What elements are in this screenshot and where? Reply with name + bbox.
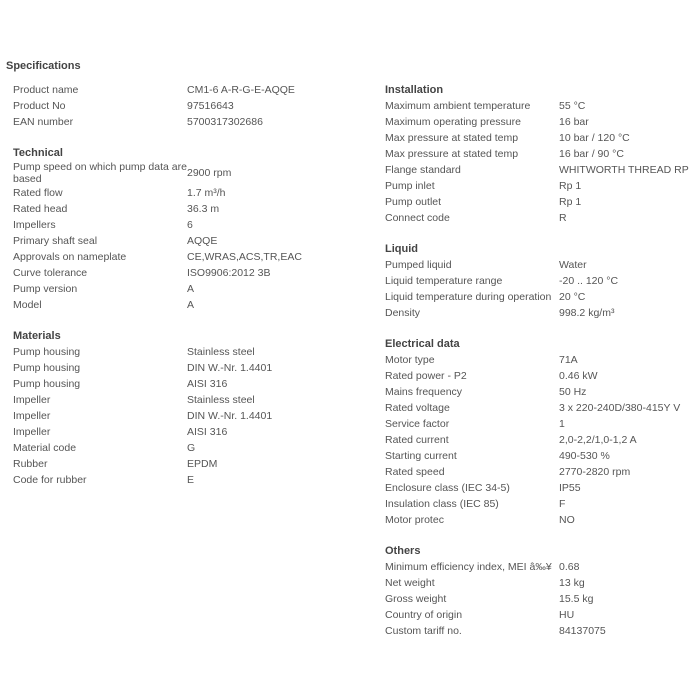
spec-label: Motor protec (385, 514, 444, 526)
spec-label: Liquid temperature during operation (385, 291, 552, 303)
section-electrical (385, 336, 695, 528)
spec-label: Pump version (13, 283, 78, 295)
spec-label: Minimum efficiency index, MEI â‰¥ (385, 561, 552, 573)
spec-row (385, 480, 695, 496)
spec-value: Rp 1 (559, 196, 582, 208)
spec-row (13, 392, 375, 408)
spec-value: Water (559, 259, 587, 271)
spec-label: Rated head (13, 203, 68, 215)
spec-label: Product name (13, 84, 79, 96)
spec-row (13, 456, 375, 472)
spec-label: Material code (13, 442, 77, 454)
spec-row (385, 273, 695, 289)
spec-label: Max pressure at stated temp (385, 132, 519, 144)
spec-value: CE,WRAS,ACS,TR,EAC (187, 251, 302, 263)
spec-row (385, 210, 695, 226)
spec-value: R (559, 212, 567, 224)
spec-label: Connect code (385, 212, 450, 224)
spec-row (13, 185, 375, 201)
spec-label: Country of origin (385, 609, 463, 621)
spec-value: DIN W.-Nr. 1.4401 (187, 410, 273, 422)
spec-label: Pump housing (13, 378, 81, 390)
spec-label: Impeller (13, 394, 51, 406)
spec-value: 71A (559, 354, 578, 366)
spec-value: EPDM (187, 458, 218, 470)
spec-value: 10 bar / 120 °C (559, 132, 630, 144)
spec-value: AQQE (187, 235, 218, 247)
spec-label: Starting current (385, 450, 457, 462)
spec-row (13, 408, 375, 424)
spec-label: Primary shaft seal (13, 235, 98, 247)
spec-value: 2770-2820 rpm (559, 466, 631, 478)
spec-value: 6 (187, 219, 193, 231)
spec-row (385, 464, 695, 480)
spec-label: Rated power - P2 (385, 370, 467, 382)
spec-row (13, 82, 375, 98)
spec-label: Approvals on nameplate (13, 251, 127, 263)
spec-row (385, 305, 695, 321)
spec-row (13, 98, 375, 114)
section-title-materials: Materials (13, 330, 61, 342)
spec-value: Stainless steel (187, 394, 255, 406)
spec-value: AISI 316 (187, 378, 228, 390)
spec-row (385, 146, 695, 162)
spec-label: Motor type (385, 354, 435, 366)
spec-row (385, 448, 695, 464)
spec-row (385, 416, 695, 432)
spec-value: 55 °C (559, 100, 586, 112)
spec-label: Impellers (13, 219, 56, 231)
spec-row (13, 249, 375, 265)
spec-row (13, 360, 375, 376)
spec-value: NO (559, 514, 575, 526)
spec-row (385, 352, 695, 368)
spec-value: -20 .. 120 °C (559, 275, 619, 287)
spec-label: Maximum ambient temperature (385, 100, 531, 112)
spec-value: 13 kg (559, 577, 585, 589)
spec-value: Stainless steel (187, 346, 255, 358)
spec-row (385, 384, 695, 400)
spec-value: 0.68 (559, 561, 580, 573)
spec-row (385, 114, 695, 130)
spec-value: 0.46 kW (559, 370, 598, 382)
section-title-technical: Technical (13, 147, 63, 159)
spec-row (13, 161, 375, 185)
spec-row (385, 496, 695, 512)
spec-label: Code for rubber (13, 474, 87, 486)
spec-value: G (187, 442, 196, 454)
spec-value: AISI 316 (187, 426, 228, 438)
spec-value: 36.3 m (187, 203, 220, 215)
spec-value: 1.7 m³/h (187, 187, 226, 199)
spec-value: DIN W.-Nr. 1.4401 (187, 362, 273, 374)
right-column (385, 82, 695, 654)
section-general (13, 82, 375, 130)
spec-value: 84137075 (559, 625, 606, 637)
spec-value: 5700317302686 (187, 116, 263, 128)
spec-row (13, 472, 375, 488)
spec-label: Max pressure at stated temp (385, 148, 519, 160)
page-title: Specifications (6, 60, 81, 72)
spec-label: EAN number (13, 116, 74, 128)
spec-row (385, 512, 695, 528)
spec-label: Flange standard (385, 164, 461, 176)
spec-row (13, 376, 375, 392)
spec-value: 490-530 % (559, 450, 610, 462)
spec-row (13, 217, 375, 233)
spec-label: Rated current (385, 434, 449, 446)
section-title-liquid: Liquid (385, 243, 418, 255)
spec-value: ISO9906:2012 3B (187, 267, 271, 279)
spec-label: Liquid temperature range (385, 275, 503, 287)
spec-row (385, 178, 695, 194)
spec-value: CM1-6 A-R-G-E-AQQE (187, 84, 295, 96)
spec-row (385, 559, 695, 575)
spec-value: E (187, 474, 195, 486)
spec-value: HU (559, 609, 575, 621)
spec-label: Custom tariff no. (385, 625, 462, 637)
spec-value: 1 (559, 418, 565, 430)
spec-label: Rated speed (385, 466, 445, 478)
spec-value: 3 x 220-240D/380-415Y V (559, 402, 681, 414)
spec-row (385, 575, 695, 591)
spec-value: 2900 rpm (187, 167, 232, 179)
spec-row (13, 114, 375, 130)
section-installation (385, 82, 695, 226)
spec-label: Model (13, 299, 42, 311)
section-others (385, 543, 695, 639)
spec-label: Pump speed on which pump data are based (13, 161, 187, 185)
spec-row (385, 623, 695, 639)
spec-row (13, 297, 375, 313)
left-column (13, 82, 375, 503)
spec-value: 97516643 (187, 100, 234, 112)
spec-value: IP55 (559, 482, 581, 494)
spec-row (13, 281, 375, 297)
spec-value: 15.5 kg (559, 593, 594, 605)
spec-row (385, 432, 695, 448)
spec-value: A (187, 283, 195, 295)
spec-label: Pump housing (13, 346, 81, 358)
spec-row (13, 440, 375, 456)
spec-value: 20 °C (559, 291, 586, 303)
spec-label: Service factor (385, 418, 450, 430)
spec-row (385, 257, 695, 273)
spec-row (385, 607, 695, 623)
spec-value: A (187, 299, 195, 311)
spec-row (385, 194, 695, 210)
spec-label: Pump outlet (385, 196, 442, 208)
spec-row (385, 162, 695, 178)
spec-value: 998.2 kg/m³ (559, 307, 615, 319)
spec-label: Gross weight (385, 593, 447, 605)
spec-label: Curve tolerance (13, 267, 88, 279)
spec-value: 16 bar (559, 116, 589, 128)
section-title-electrical: Electrical data (385, 338, 460, 350)
spec-value: WHITWORTH THREAD RP (559, 164, 689, 176)
spec-value: 50 Hz (559, 386, 587, 398)
section-title-others: Others (385, 545, 421, 557)
spec-label: Pump inlet (385, 180, 435, 192)
spec-label: Maximum operating pressure (385, 116, 521, 128)
spec-label: Mains frequency (385, 386, 463, 398)
spec-label: Rated voltage (385, 402, 450, 414)
spec-row (385, 289, 695, 305)
spec-label: Rated flow (13, 187, 63, 199)
spec-value: 2,0-2,2/1,0-1,2 A (559, 434, 637, 446)
spec-row (13, 344, 375, 360)
spec-row (13, 201, 375, 217)
spec-row (13, 424, 375, 440)
spec-label: Impeller (13, 410, 51, 422)
spec-value: F (559, 498, 566, 510)
spec-row (385, 591, 695, 607)
section-liquid (385, 241, 695, 321)
spec-label: Impeller (13, 426, 51, 438)
spec-row (13, 233, 375, 249)
spec-label: Pumped liquid (385, 259, 452, 271)
spec-label: Insulation class (IEC 85) (385, 498, 499, 510)
spec-row (385, 368, 695, 384)
spec-label: Pump housing (13, 362, 81, 374)
section-materials (13, 328, 375, 488)
spec-label: Enclosure class (IEC 34-5) (385, 482, 510, 494)
section-title-installation: Installation (385, 84, 444, 96)
spec-row (385, 400, 695, 416)
spec-label: Density (385, 307, 421, 319)
section-technical (13, 145, 375, 313)
spec-row (385, 98, 695, 114)
spec-label: Net weight (385, 577, 435, 589)
spec-value: Rp 1 (559, 180, 582, 192)
spec-row (385, 130, 695, 146)
spec-label: Product No (13, 100, 66, 112)
spec-row (13, 265, 375, 281)
spec-value: 16 bar / 90 °C (559, 148, 624, 160)
spec-label: Rubber (13, 458, 48, 470)
